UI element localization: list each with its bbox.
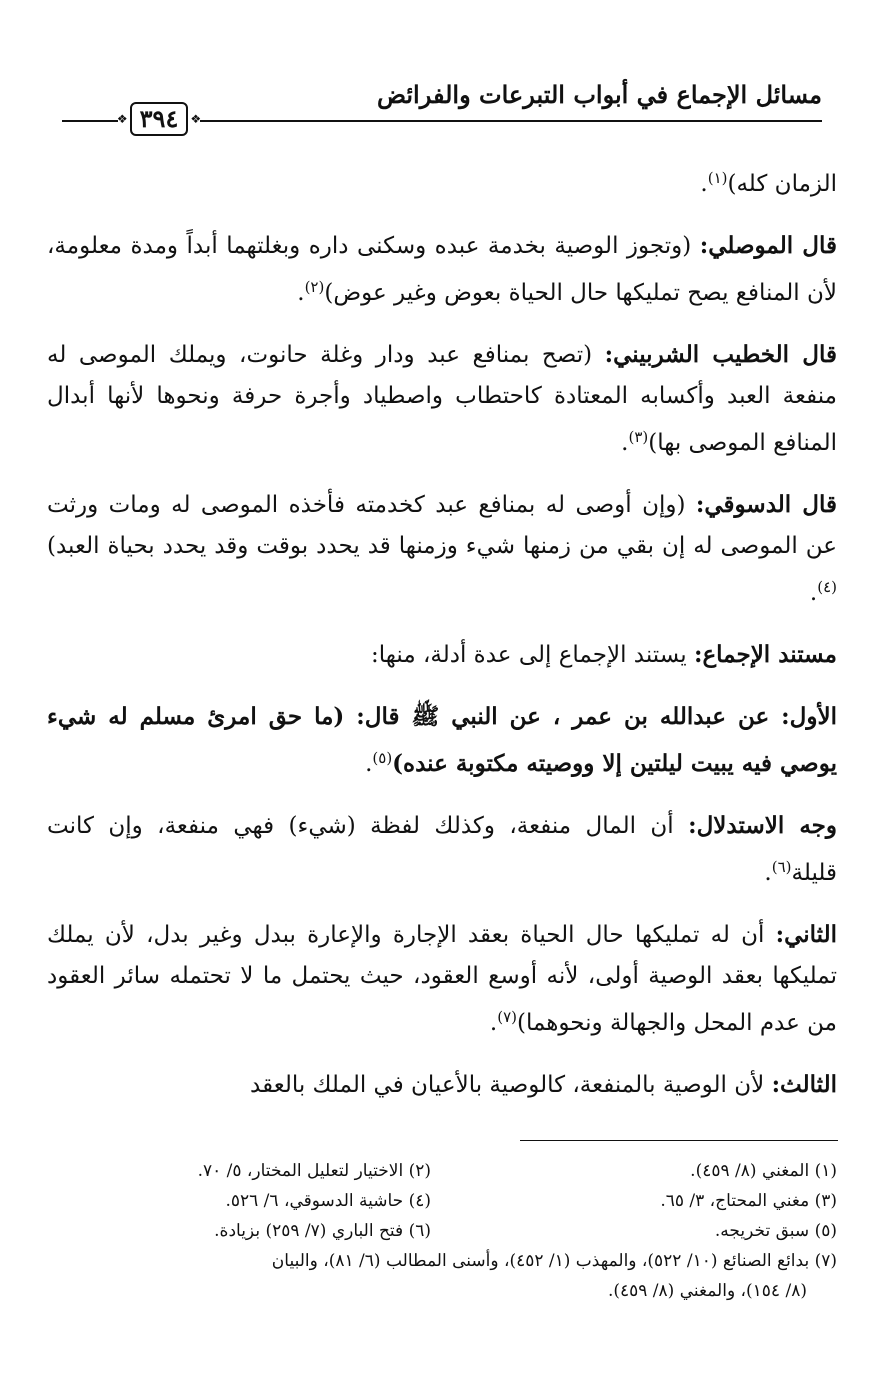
paragraph-text: (وإن أوصى له بمنافع عبد كخدمته فأخذه الموصى له ومات ورثت عن الموصى له إن بقي من زمنها شيء وزمنها قد يحدد بوقت وقد يحدد بحياة العبد) — [47, 492, 837, 559]
punct: . — [489, 1010, 498, 1036]
paragraph-lead: قال الخطيب الشربيني: — [604, 341, 838, 368]
paragraph-lead: قال الموصلي: — [699, 232, 837, 259]
paragraph-lead: الأول: — [781, 703, 837, 730]
footnote: (٢) الاختيار لتعليل المختار، ٥/ ٧٠. — [197, 1161, 431, 1181]
ornament-icon: ❖ — [190, 112, 202, 126]
footnote-ref[interactable]: (٤) — [817, 578, 837, 596]
footnote-ref[interactable]: (٦) — [771, 858, 792, 876]
paragraph-text: لأن الوصية بالمنفعة، كالوصية بالأعيان في الملك بالعقد — [250, 1072, 772, 1098]
footnote-ref[interactable]: (٥) — [372, 749, 393, 767]
paragraph — [47, 696, 837, 785]
page-header — [62, 80, 822, 133]
paragraph — [47, 914, 837, 1044]
footnote: (٦) فتح الباري (٧/ ٢٥٩) بزيادة. — [214, 1221, 431, 1241]
paragraph-lead: وجه الاستدلال: — [688, 812, 837, 839]
paragraph — [47, 805, 837, 894]
footnote-ref[interactable]: (١) — [707, 169, 728, 187]
paragraph — [47, 158, 837, 205]
paragraph — [47, 334, 837, 464]
page-number-badge — [118, 100, 200, 138]
running-title: مسائل الإجماع في أبواب التبرعات والفرائض — [376, 80, 822, 109]
paragraph-text: أن المال منفعة، وكذلك لفظة (شيء) فهي منفعة، وإن كانت قليلة — [47, 813, 837, 886]
footnote: (١) المغني (٨/ ٤٥٩). — [690, 1161, 837, 1181]
footnote-continuation: (٨/ ١٥٤)، والمغني (٨/ ٤٥٩). — [607, 1281, 807, 1301]
paragraph-lead: قال الدسوقي: — [695, 491, 838, 518]
footnote: (٣) مغني المحتاج، ٣/ ٦٥. — [660, 1191, 837, 1211]
paragraph-text: (تصح بمنافع عبد ودار وغلة حانوت، ويملك الموصى له منفعة العبد وأكسابه المعتادة كاحتطاب واصطياد وأجرة حرفة ونحوها لأنها أبدال المنافع الموصى بها) — [47, 342, 837, 456]
footnote-ref[interactable]: (٧) — [497, 1008, 517, 1026]
footnotes — [45, 1156, 837, 1306]
paragraph-text: (وتجوز الوصية بخدمة عبده وسكنى داره وبغلتهما أبداً ومدة معلومة، لأن المنافع يصح تمليكها حال الحياة بعوض وغير عوض) — [47, 233, 837, 306]
paragraph-text: الزمان كله) — [727, 171, 837, 197]
footnote-grid — [45, 1156, 837, 1246]
main-text — [47, 158, 837, 1126]
punct: . — [621, 430, 629, 456]
footnote-separator — [520, 1140, 838, 1141]
footnote: (٥) سبق تخريجه. — [714, 1221, 837, 1241]
paragraph — [47, 225, 837, 314]
punct: . — [809, 580, 818, 606]
footnote-ref[interactable]: (٣) — [628, 428, 649, 446]
paragraph — [47, 484, 837, 614]
footnote: (٧) بدائع الصنائع (١٠/ ٥٢٢)، والمهذب (١/ ٤٥٢)، وأسنى المطالب (٦/ ٨١)، والبيان — [271, 1251, 837, 1271]
page-number: ٣٩٤ — [130, 102, 189, 136]
paragraph — [47, 1064, 837, 1106]
paragraph-lead: الثاني: — [775, 921, 837, 948]
paragraph-text: يستند الإجماع إلى عدة أدلة، منها: — [371, 642, 694, 668]
footnote-ref[interactable]: (٢) — [304, 278, 325, 296]
paragraph-text: عن عبدالله بن عمر ، عن النبي ﷺ قال: (ما حق امرئ مسلم له شيء يوصي فيه يبيت ليلتين إلا ووصيته مكتوبة عنده) — [47, 703, 837, 777]
punct: . — [700, 171, 708, 197]
paragraph-text: أن له تمليكها حال الحياة بعقد الإجارة والإعارة ببدل وغير بدل، لأن يملك تمليكها بعقد الوصية أولى، لأنه أوسع العقود، حيث يحتمل ما لا تحتمله سائر العقود من عدم المحل والجهالة ونحوهما) — [47, 922, 837, 1036]
punct: . — [297, 280, 305, 306]
paragraph — [47, 634, 837, 676]
paragraph-lead: الثالث: — [771, 1071, 837, 1098]
paragraph-lead: مستند الإجماع: — [693, 641, 837, 668]
footnote: (٤) حاشية الدسوقي، ٦/ ٥٢٦. — [225, 1191, 431, 1211]
punct: . — [764, 860, 772, 886]
punct: . — [365, 751, 373, 777]
ornament-icon: ❖ — [116, 112, 128, 126]
